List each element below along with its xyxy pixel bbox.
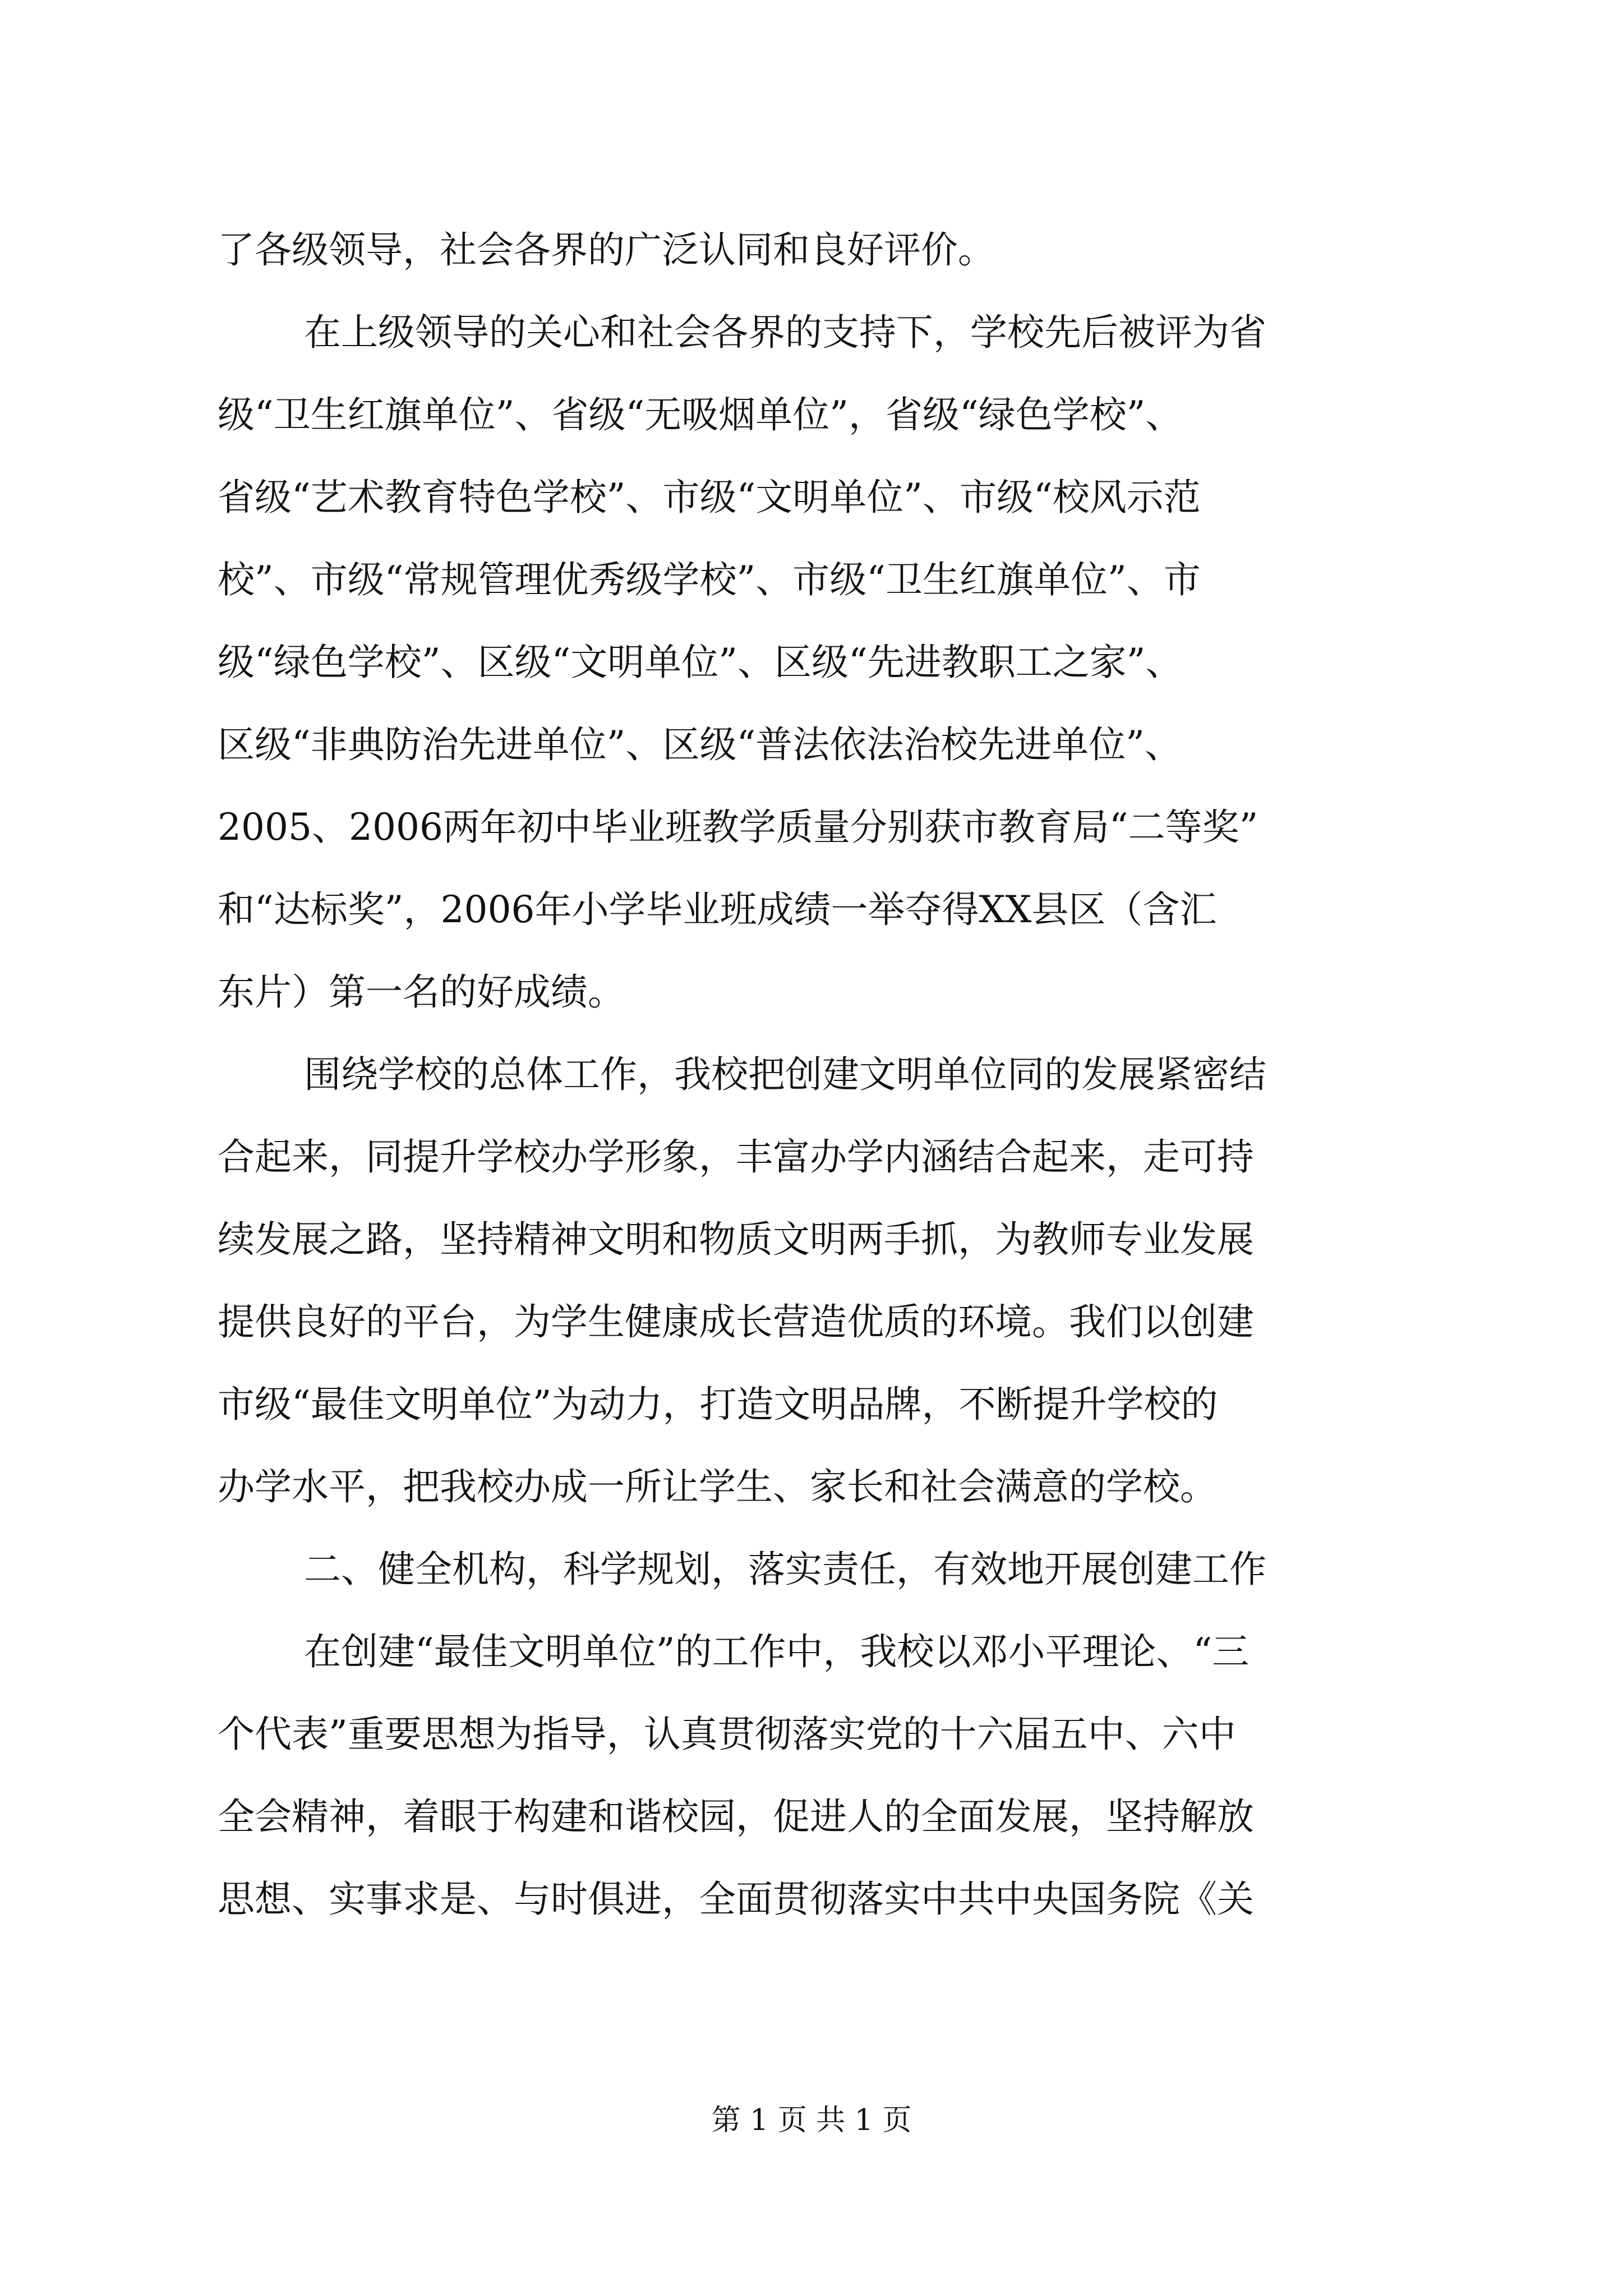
text-line: 全会精神，着眼于构建和谐校园，促进人的全面发展，坚持解放 xyxy=(218,1795,1254,1838)
text-line: 校”、市级“常规管理优秀级学校”、市级“卫生红旗单位”、市 xyxy=(218,558,1201,601)
text-line: 续发展之路，坚持精神文明和物质文明两手抓，为教师专业发展 xyxy=(218,1218,1254,1261)
text-line: 思想、实事求是、与时俱进，全面贯彻落实中共中央国务院《关 xyxy=(218,1878,1254,1921)
text-line: 区级“非典防治先进单位”、区级“普法依法治校先进单位”、 xyxy=(218,723,1182,766)
text-line: 合起来，同提升学校办学形象，丰富办学内涵结合起来，走可持 xyxy=(218,1135,1254,1179)
text-line: 和“达标奖”，2006年小学毕业班成绩一举夺得XX县区（含汇 xyxy=(218,888,1217,931)
text-line: 省级“艺术教育特色学校”、市级“文明单位”、市级“校风示范 xyxy=(218,476,1201,519)
section-heading: 二、健全机构，科学规划，落实责任，有效地开展创建工作 xyxy=(304,1548,1266,1591)
text-line: 市级“最佳文明单位”为动力，打造文明品牌，不断提升学校的 xyxy=(218,1383,1218,1426)
text-line: 东片）第一名的好成绩。 xyxy=(218,970,625,1014)
page-footer: 第 1 页 共 1 页 xyxy=(711,2104,912,2137)
text-line: 个代表”重要思想为指导，认真贯彻落实党的十六届五中、六中 xyxy=(218,1713,1236,1756)
text-line: 级“绿色学校”、区级“文明单位”、区级“先进教职工之家”、 xyxy=(218,641,1183,684)
text-line: 2005、2006两年初中毕业班教学质量分别获市教育局“二等奖” xyxy=(218,806,1258,849)
text-line: 办学水平，把我校办成一所让学生、家长和社会满意的学校。 xyxy=(218,1465,1217,1508)
paragraph-start-line: 在创建“最佳文明单位”的工作中，我校以邓小平理论、“三 xyxy=(304,1630,1249,1673)
text-line: 了各级领导，社会各界的广泛认同和良好评价。 xyxy=(218,228,995,272)
document-body xyxy=(218,209,1418,1940)
text-line: 提供良好的平台，为学生健康成长营造优质的环境。我们以创建 xyxy=(218,1300,1254,1343)
text-line: 级“卫生红旗单位”、省级“无吸烟单位”，省级“绿色学校”、 xyxy=(218,393,1183,436)
paragraph-start-line: 围绕学校的总体工作，我校把创建文明单位同的发展紧密结 xyxy=(304,1053,1266,1096)
paragraph-start-line: 在上级领导的关心和社会各界的支持下，学校先后被评为省 xyxy=(304,311,1266,354)
